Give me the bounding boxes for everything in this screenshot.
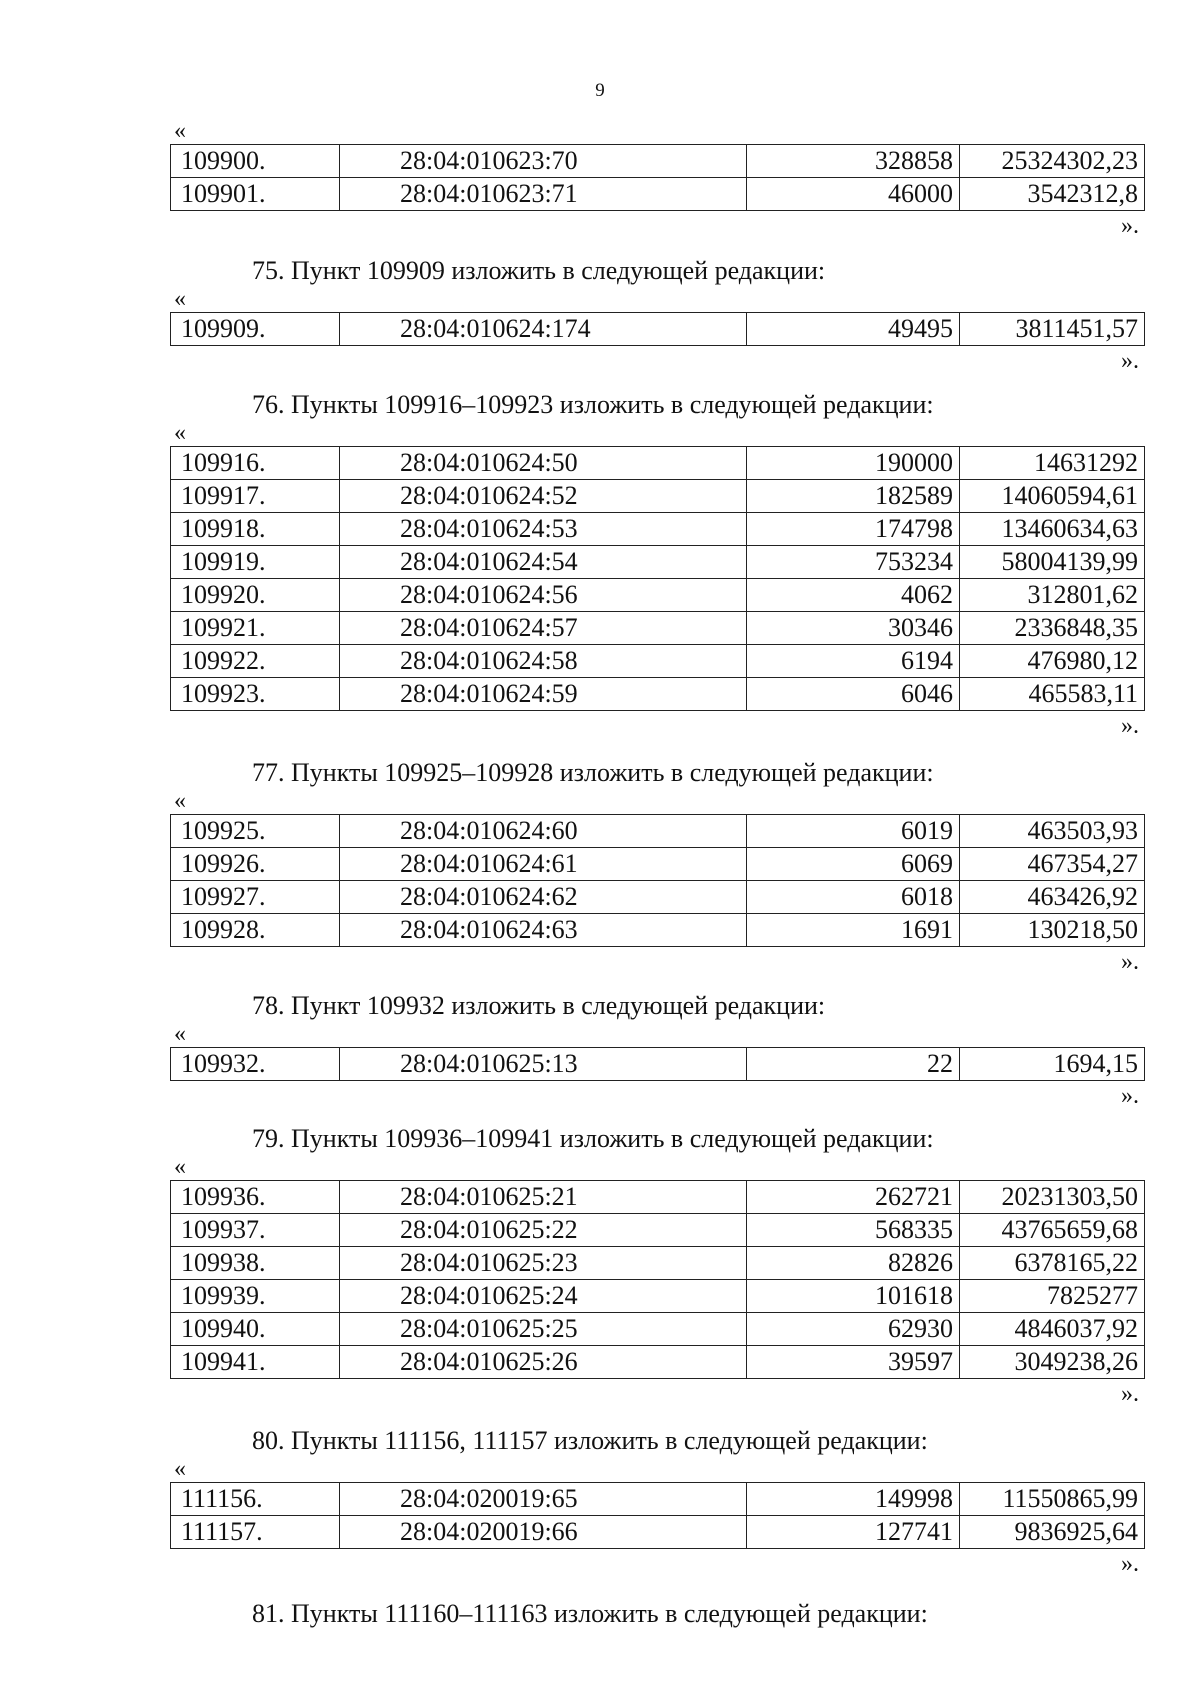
section-continuation <box>170 118 1145 241</box>
section-77 <box>170 758 1145 977</box>
cadastral-number: 28:04:010624:174 <box>340 313 747 346</box>
area-value: 39597 <box>747 1346 960 1379</box>
cost-value: 3811451,57 <box>960 313 1145 346</box>
section-heading: 79. Пункты 109936–109941 изложить в следующей редакции: <box>252 1124 934 1153</box>
open-quote: « <box>174 1154 186 1180</box>
area-value: 6018 <box>747 881 960 914</box>
item-number: 109937. <box>171 1214 340 1247</box>
cadastral-number: 28:04:010624:56 <box>340 579 747 612</box>
table-row <box>171 513 1145 546</box>
close-quote: ». <box>1121 348 1139 374</box>
table-row <box>171 1483 1145 1516</box>
open-quote: « <box>174 118 186 144</box>
close-quote: ». <box>1121 213 1139 239</box>
cadastral-number: 28:04:010624:57 <box>340 612 747 645</box>
item-number: 109917. <box>171 480 340 513</box>
close-quote: ». <box>1121 1551 1139 1577</box>
cost-value: 1694,15 <box>960 1048 1145 1081</box>
table-row <box>171 1247 1145 1280</box>
item-number: 109939. <box>171 1280 340 1313</box>
area-value: 174798 <box>747 513 960 546</box>
items-table <box>170 144 1145 211</box>
cadastral-number: 28:04:020019:65 <box>340 1483 747 1516</box>
table-row <box>171 1280 1145 1313</box>
cadastral-number: 28:04:010624:54 <box>340 546 747 579</box>
item-number: 109920. <box>171 579 340 612</box>
area-value: 6194 <box>747 645 960 678</box>
table-row <box>171 612 1145 645</box>
section-heading: 81. Пункты 111160–111163 изложить в следующей редакции: <box>252 1599 928 1628</box>
cost-value: 43765659,68 <box>960 1214 1145 1247</box>
open-quote: « <box>174 286 186 312</box>
cadastral-number: 28:04:010625:13 <box>340 1048 747 1081</box>
item-number: 109916. <box>171 447 340 480</box>
table-row <box>171 546 1145 579</box>
table-row <box>171 815 1145 848</box>
area-value: 22 <box>747 1048 960 1081</box>
open-quote: « <box>174 1021 186 1047</box>
item-number: 109921. <box>171 612 340 645</box>
area-value: 4062 <box>747 579 960 612</box>
area-value: 49495 <box>747 313 960 346</box>
cadastral-number: 28:04:010624:53 <box>340 513 747 546</box>
cadastral-number: 28:04:010624:58 <box>340 645 747 678</box>
open-quote: « <box>174 788 186 814</box>
cost-value: 467354,27 <box>960 848 1145 881</box>
section-78 <box>170 991 1145 1111</box>
section-76 <box>170 390 1145 741</box>
cost-value: 476980,12 <box>960 645 1145 678</box>
section-heading: 80. Пункты 111156, 111157 изложить в следующей редакции: <box>252 1426 928 1455</box>
item-number: 109926. <box>171 848 340 881</box>
table-row <box>171 1181 1145 1214</box>
open-quote: « <box>174 420 186 446</box>
items-table <box>170 814 1145 947</box>
cadastral-number: 28:04:010624:59 <box>340 678 747 711</box>
open-quote: « <box>174 1456 186 1482</box>
cadastral-number: 28:04:010625:21 <box>340 1181 747 1214</box>
items-table <box>170 312 1145 346</box>
cost-value: 3049238,26 <box>960 1346 1145 1379</box>
cadastral-number: 28:04:010625:22 <box>340 1214 747 1247</box>
table-row <box>171 645 1145 678</box>
table-row <box>171 145 1145 178</box>
table-row <box>171 480 1145 513</box>
item-number: 109923. <box>171 678 340 711</box>
table-row <box>171 313 1145 346</box>
cost-value: 463503,93 <box>960 815 1145 848</box>
close-quote: ». <box>1121 713 1139 739</box>
item-number: 109941. <box>171 1346 340 1379</box>
close-quote: ». <box>1121 1083 1139 1109</box>
table-row <box>171 447 1145 480</box>
item-number: 109918. <box>171 513 340 546</box>
area-value: 6069 <box>747 848 960 881</box>
item-number: 109936. <box>171 1181 340 1214</box>
cost-value: 20231303,50 <box>960 1181 1145 1214</box>
item-number: 109900. <box>171 145 340 178</box>
cost-value: 7825277 <box>960 1280 1145 1313</box>
cadastral-number: 28:04:010625:25 <box>340 1313 747 1346</box>
section-heading: 75. Пункт 109909 изложить в следующей редакции: <box>252 256 826 285</box>
items-table <box>170 446 1145 711</box>
item-number: 109922. <box>171 645 340 678</box>
table-row <box>171 1346 1145 1379</box>
cost-value: 130218,50 <box>960 914 1145 947</box>
area-value: 182589 <box>747 480 960 513</box>
area-value: 1691 <box>747 914 960 947</box>
item-number: 109928. <box>171 914 340 947</box>
section-81 <box>170 1599 1145 1629</box>
close-quote: ». <box>1121 949 1139 975</box>
area-value: 127741 <box>747 1516 960 1549</box>
table-row <box>171 1214 1145 1247</box>
area-value: 753234 <box>747 546 960 579</box>
cadastral-number: 28:04:010624:62 <box>340 881 747 914</box>
cost-value: 14631292 <box>960 447 1145 480</box>
cost-value: 463426,92 <box>960 881 1145 914</box>
section-75 <box>170 256 1145 376</box>
cadastral-number: 28:04:010625:24 <box>340 1280 747 1313</box>
area-value: 46000 <box>747 178 960 211</box>
area-value: 568335 <box>747 1214 960 1247</box>
cost-value: 3542312,8 <box>960 178 1145 211</box>
items-table <box>170 1180 1145 1379</box>
item-number: 109909. <box>171 313 340 346</box>
table-row <box>171 848 1145 881</box>
table-row <box>171 1313 1145 1346</box>
cost-value: 25324302,23 <box>960 145 1145 178</box>
page-number: 9 <box>595 80 605 101</box>
cost-value: 465583,11 <box>960 678 1145 711</box>
cadastral-number: 28:04:010624:61 <box>340 848 747 881</box>
area-value: 101618 <box>747 1280 960 1313</box>
section-80 <box>170 1426 1145 1579</box>
item-number: 109901. <box>171 178 340 211</box>
cadastral-number: 28:04:010624:50 <box>340 447 747 480</box>
section-heading: 77. Пункты 109925–109928 изложить в следующей редакции: <box>252 758 934 787</box>
item-number: 111157. <box>171 1516 340 1549</box>
item-number: 109925. <box>171 815 340 848</box>
cadastral-number: 28:04:010625:23 <box>340 1247 747 1280</box>
section-heading: 78. Пункт 109932 изложить в следующей редакции: <box>252 991 826 1020</box>
area-value: 30346 <box>747 612 960 645</box>
table-row <box>171 678 1145 711</box>
table-row <box>171 1516 1145 1549</box>
item-number: 109940. <box>171 1313 340 1346</box>
item-number: 109927. <box>171 881 340 914</box>
area-value: 190000 <box>747 447 960 480</box>
table-row <box>171 1048 1145 1081</box>
items-table <box>170 1482 1145 1549</box>
table-row <box>171 579 1145 612</box>
cadastral-number: 28:04:010623:70 <box>340 145 747 178</box>
cadastral-number: 28:04:010624:52 <box>340 480 747 513</box>
table-row <box>171 914 1145 947</box>
area-value: 62930 <box>747 1313 960 1346</box>
close-quote: ». <box>1121 1381 1139 1407</box>
cost-value: 312801,62 <box>960 579 1145 612</box>
cadastral-number: 28:04:020019:66 <box>340 1516 747 1549</box>
items-table <box>170 1047 1145 1081</box>
cadastral-number: 28:04:010623:71 <box>340 178 747 211</box>
area-value: 6019 <box>747 815 960 848</box>
section-79 <box>170 1124 1145 1409</box>
table-row <box>171 881 1145 914</box>
cost-value: 11550865,99 <box>960 1483 1145 1516</box>
cadastral-number: 28:04:010624:60 <box>340 815 747 848</box>
cost-value: 6378165,22 <box>960 1247 1145 1280</box>
item-number: 109932. <box>171 1048 340 1081</box>
area-value: 328858 <box>747 145 960 178</box>
cadastral-number: 28:04:010625:26 <box>340 1346 747 1379</box>
area-value: 262721 <box>747 1181 960 1214</box>
area-value: 82826 <box>747 1247 960 1280</box>
cost-value: 58004139,99 <box>960 546 1145 579</box>
area-value: 149998 <box>747 1483 960 1516</box>
section-heading: 76. Пункты 109916–109923 изложить в следующей редакции: <box>252 390 934 419</box>
area-value: 6046 <box>747 678 960 711</box>
item-number: 109938. <box>171 1247 340 1280</box>
table-row <box>171 178 1145 211</box>
cadastral-number: 28:04:010624:63 <box>340 914 747 947</box>
cost-value: 2336848,35 <box>960 612 1145 645</box>
cost-value: 9836925,64 <box>960 1516 1145 1549</box>
cost-value: 4846037,92 <box>960 1313 1145 1346</box>
item-number: 111156. <box>171 1483 340 1516</box>
cost-value: 14060594,61 <box>960 480 1145 513</box>
cost-value: 13460634,63 <box>960 513 1145 546</box>
item-number: 109919. <box>171 546 340 579</box>
